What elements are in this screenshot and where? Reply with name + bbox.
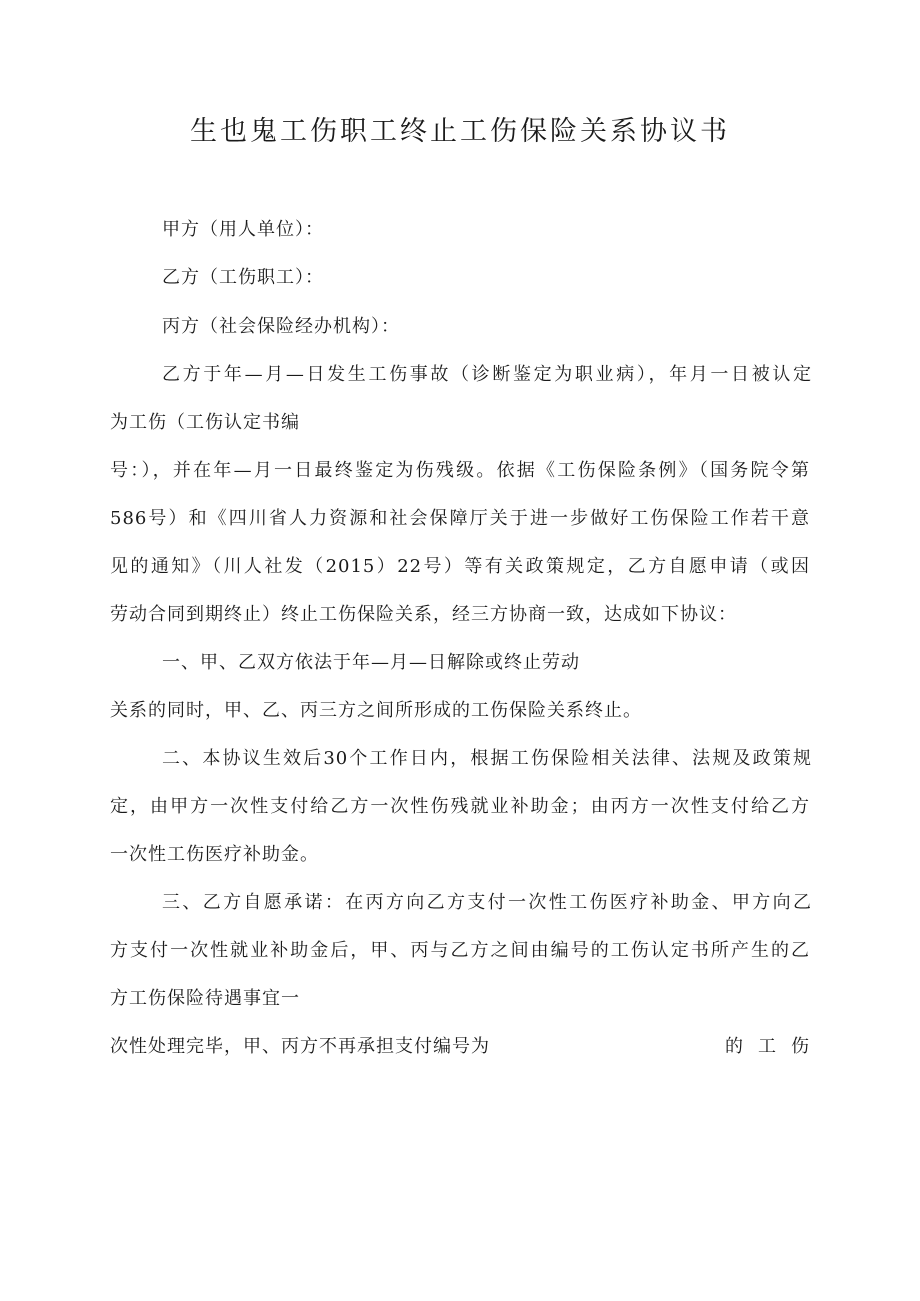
clause-3-line-4-end-char-3: 伤 xyxy=(791,1036,810,1057)
clause-3-line-4-start: 次性处理完毕，甲、丙方不再承担支付编号为 xyxy=(110,1036,490,1057)
clause-2-line-3: 一次性工伤医疗补助金。 xyxy=(110,844,319,865)
clause-3-line-4 xyxy=(110,1032,810,1062)
clause-3-line-1: 三、乙方自愿承诺：在丙方向乙方支付一次性工伤医疗补助金、甲方向乙 xyxy=(162,892,812,913)
document-title: 生也鬼工伤职工终止工伤保险关系协议书 xyxy=(190,116,730,147)
clause-2-line-2: 定，由甲方一次性支付给乙方一次性伤残就业补助金；由丙方一次性支付给乙方 xyxy=(110,796,810,817)
paragraph-1-line-5: 见的通知》（川人社发（2015）22号）等有关政策规定，乙方自愿申请（或因 xyxy=(110,556,810,577)
paragraph-1-line-2: 为工伤（工伤认定书编 xyxy=(110,412,300,433)
clause-3-line-3: 方工伤保险待遇事宜一 xyxy=(110,988,300,1009)
clause-1-line-1: 一、甲、乙双方依法于年—月—日解除或终止劳动 xyxy=(162,652,580,673)
party-b-line: 乙方（工伤职工）： xyxy=(162,267,324,288)
clause-3-line-4-end-char-2: 工 xyxy=(758,1036,777,1057)
party-a-line: 甲方（用人单位）： xyxy=(162,219,324,240)
paragraph-1-line-4: 586号）和《四川省人力资源和社会保障厅关于进一步做好工伤保险工作若干意 xyxy=(110,508,810,529)
paragraph-1-line-1: 乙方于年—月—日发生工伤事故（诊断鉴定为职业病），年月一日被认定 xyxy=(162,364,812,385)
paragraph-1-line-3: 号：），并在年—月一日最终鉴定为伤残级。依据《工伤保险条例》（国务院令第 xyxy=(110,460,810,481)
clause-1-line-2: 关系的同时，甲、乙、丙三方之间所形成的工伤保险关系终止。 xyxy=(110,700,642,721)
party-c-line: 丙方（社会保险经办机构）： xyxy=(162,316,400,337)
clause-3-line-4-end xyxy=(711,1032,810,1062)
paragraph-1-line-6: 劳动合同到期终止）终止工伤保险关系，经三方协商一致，达成如下协议： xyxy=(110,604,737,625)
clause-3-line-4-end-char-1: 的 xyxy=(725,1036,744,1057)
clause-2-line-1: 二、本协议生效后30个工作日内，根据工伤保险相关法律、法规及政策规 xyxy=(162,748,812,769)
clause-3-line-2: 方支付一次性就业补助金后，甲、丙与乙方之间由编号的工伤认定书所产生的乙 xyxy=(110,940,810,961)
